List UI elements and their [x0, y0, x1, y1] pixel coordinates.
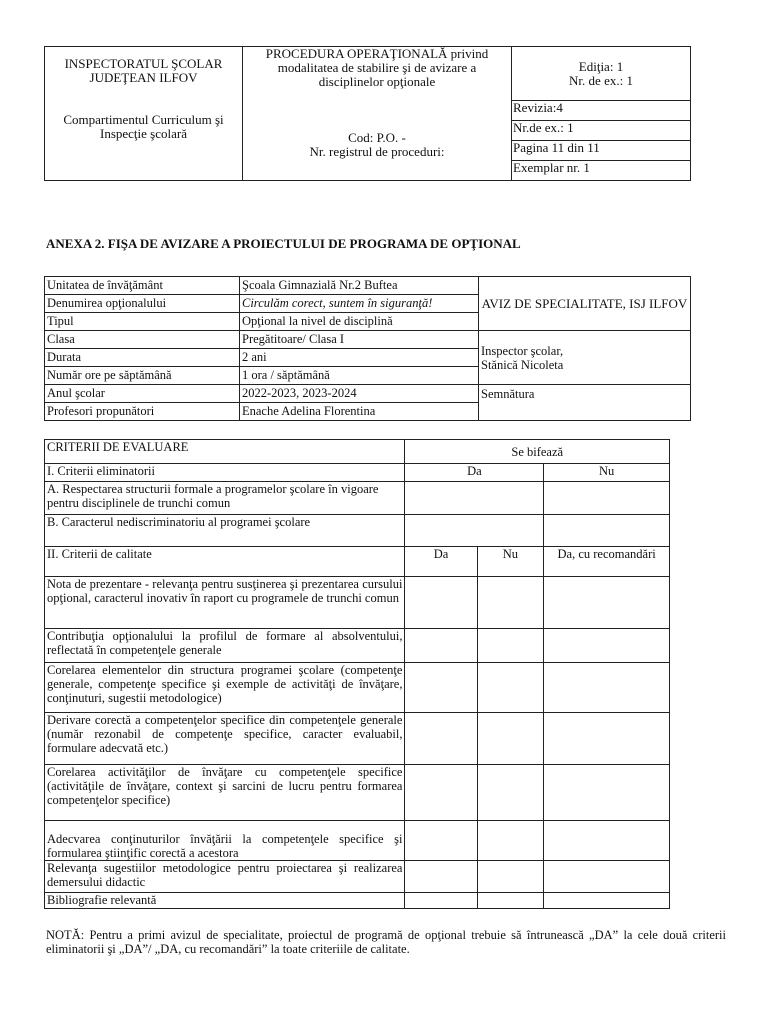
annex-title: ANEXA 2. FIŞA DE AVIZARE A PROIECTULUI DE PROGRAMA DE OPŢIONAL [46, 236, 521, 251]
inspectorate-line1: INSPECTORATUL ŞCOLAR [64, 56, 223, 71]
info-value: 2022-2023, 2023-2024 [240, 385, 479, 403]
criterion-text: B. Caracterul nediscriminatoriu al programei şcolare [47, 515, 311, 529]
checkbox-yes-recs[interactable] [544, 577, 670, 629]
copies: Nr.de ex.: 1 [512, 121, 691, 141]
signature-cell[interactable] [479, 385, 691, 421]
page-number: Pagina 11 din 11 [512, 141, 691, 161]
revision: Revizia:4 [512, 101, 691, 121]
quality-no-header: Nu [477, 547, 544, 577]
section1-yes-header: Da [405, 464, 544, 482]
quality-yes-recs-header: Da, cu recomandări [544, 547, 670, 577]
quality-criterion: Contribuţia opţionalului la profilul de formare al absolventului, reflectată în competenţele generale [45, 629, 405, 663]
info-label: Clasa [45, 331, 240, 349]
info-value: Pregătitoare/ Clasa I [240, 331, 479, 349]
checkbox-yes[interactable] [405, 577, 477, 629]
checkbox-yes-recs[interactable] [544, 713, 670, 765]
info-value: Circulăm corect, suntem în siguranţă! [240, 295, 479, 313]
eliminatory-criterion-a [45, 482, 405, 515]
eliminatory-a-no-box[interactable] [544, 482, 670, 515]
checkbox-yes[interactable] [405, 713, 477, 765]
quality-yes-header: Da [405, 547, 477, 577]
checkbox-yes[interactable] [405, 861, 477, 893]
checkbox-yes[interactable] [405, 893, 477, 909]
info-value: Opţional la nivel de disciplină [240, 313, 479, 331]
department-line2: Inspecţie şcolară [100, 126, 187, 141]
info-label: Durata [45, 349, 240, 367]
section1-label: I. Criterii eliminatorii [45, 464, 405, 482]
checkbox-no[interactable] [477, 629, 544, 663]
checkbox-yes-recs[interactable] [544, 821, 670, 861]
checkbox-no[interactable] [477, 821, 544, 861]
info-label: Profesori propunători [45, 403, 240, 421]
inspectorate-cell [45, 47, 243, 181]
checkbox-yes-recs[interactable] [544, 861, 670, 893]
quality-criterion: Adecvarea conţinuturilor învăţării la competenţele specifice şi formularea ştiinţific corectă a acestora [45, 821, 405, 861]
checkbox-no[interactable] [477, 713, 544, 765]
checkbox-yes-recs[interactable] [544, 765, 670, 821]
eliminatory-a-yes-box[interactable] [405, 482, 544, 515]
eliminatory-b-no-box[interactable] [544, 515, 670, 547]
inspectorate-line2: JUDEŢEAN ILFOV [89, 70, 198, 85]
copies-top: Nr. de ex.: 1 [569, 72, 633, 88]
checkbox-no[interactable] [477, 893, 544, 909]
quality-criterion: Corelarea elementelor din structura programei şcolare (competenţe generale, competenţe specifice şi exemple de activităţi de învăţare, conţinuturi, sugestii metodologice) [45, 663, 405, 713]
info-label: Tipul [45, 313, 240, 331]
checkbox-no[interactable] [477, 577, 544, 629]
quality-criterion: Bibliografie relevantă [45, 893, 405, 909]
quality-criterion: Corelarea activităţilor de învăţare cu competenţele specifice (activităţile de învăţare, context şi sarcini de lucru pentru formarea competenţelor specifice) [45, 765, 405, 821]
checkbox-yes-recs[interactable] [544, 893, 670, 909]
info-label: Anul şcolar [45, 385, 240, 403]
checkbox-yes-recs[interactable] [544, 663, 670, 713]
checkbox-yes[interactable] [405, 821, 477, 861]
inspector-name: Stănică Nicoleta [481, 358, 564, 372]
edition-cell [512, 47, 691, 101]
quality-criterion: Relevanţa sugestiilor metodologice pentru proiectarea şi realizarea demersului didactic [45, 861, 405, 893]
department-line1: Compartimentul Curriculum şi [63, 112, 224, 127]
criteria-header-label: CRITERII DE EVALUARE [45, 440, 405, 464]
procedure-cell [243, 47, 512, 181]
info-value: 1 ora / săptămână [240, 367, 479, 385]
info-label: Unitatea de învăţământ [45, 277, 240, 295]
criterion-text: A. Respectarea structurii formale a programelor şcolare în vigoare pentru disciplinele de trunchi comun [47, 482, 379, 510]
checkbox-no[interactable] [477, 663, 544, 713]
info-label: Număr ore pe săptămână [45, 367, 240, 385]
inspector-cell [479, 331, 691, 385]
checkbox-yes[interactable] [405, 629, 477, 663]
procedure-code: Cod: P.O. - [348, 130, 406, 145]
edition: Ediţia: 1 [578, 58, 624, 74]
eliminatory-criterion-b [45, 515, 405, 547]
optional-info-table [44, 276, 691, 421]
quality-criterion: Nota de prezentare - relevanţa pentru susţinerea şi prezentarea cursului opţional, caracterul inovativ în raport cu programele de trunchi comun [45, 577, 405, 629]
procedure-title: PROCEDURA OPERAŢIONALĂ privind modalitatea de stabilire şi de avizare a disciplinelor opţionale [265, 46, 489, 89]
avis-title: AVIZ DE SPECIALITATE, ISJ ILFOV [479, 277, 691, 331]
info-value: Enache Adelina Florentina [240, 403, 479, 421]
checkbox-no[interactable] [477, 861, 544, 893]
quality-criterion: Derivare corectă a competenţelor specifice din competenţele generale (număr rezonabil de competenţe specifice, caracter evaluabil, formulare adecvată etc.) [45, 713, 405, 765]
document-header [44, 46, 691, 181]
eliminatory-b-yes-box[interactable] [405, 515, 544, 547]
info-value: 2 ani [240, 349, 479, 367]
checkbox-yes-recs[interactable] [544, 629, 670, 663]
checkbox-yes[interactable] [405, 765, 477, 821]
exemplar: Exemplar nr. 1 [512, 161, 691, 181]
checkbox-no[interactable] [477, 765, 544, 821]
procedure-registry: Nr. registrul de proceduri: [309, 144, 445, 159]
signature-label: Semnătura [481, 387, 535, 401]
info-label: Denumirea opţionalului [45, 295, 240, 313]
section2-label: II. Criterii de calitate [45, 547, 405, 577]
section1-no-header: Nu [544, 464, 670, 482]
criteria-header-check: Se bifează [405, 440, 670, 464]
inspector-role: Inspector şcolar, [481, 344, 564, 358]
checkbox-yes[interactable] [405, 663, 477, 713]
criteria-table [44, 439, 670, 909]
info-value: Şcoala Gimnazială Nr.2 Buftea [240, 277, 479, 295]
note-text: NOTĂ: Pentru a primi avizul de specialitate, proiectul de programă de opţional trebuie să întrunească „DA” la cele două criterii eliminatorii şi „DA”/ „DA, cu recomandări” la toate criteriile de calitate. [46, 928, 726, 956]
